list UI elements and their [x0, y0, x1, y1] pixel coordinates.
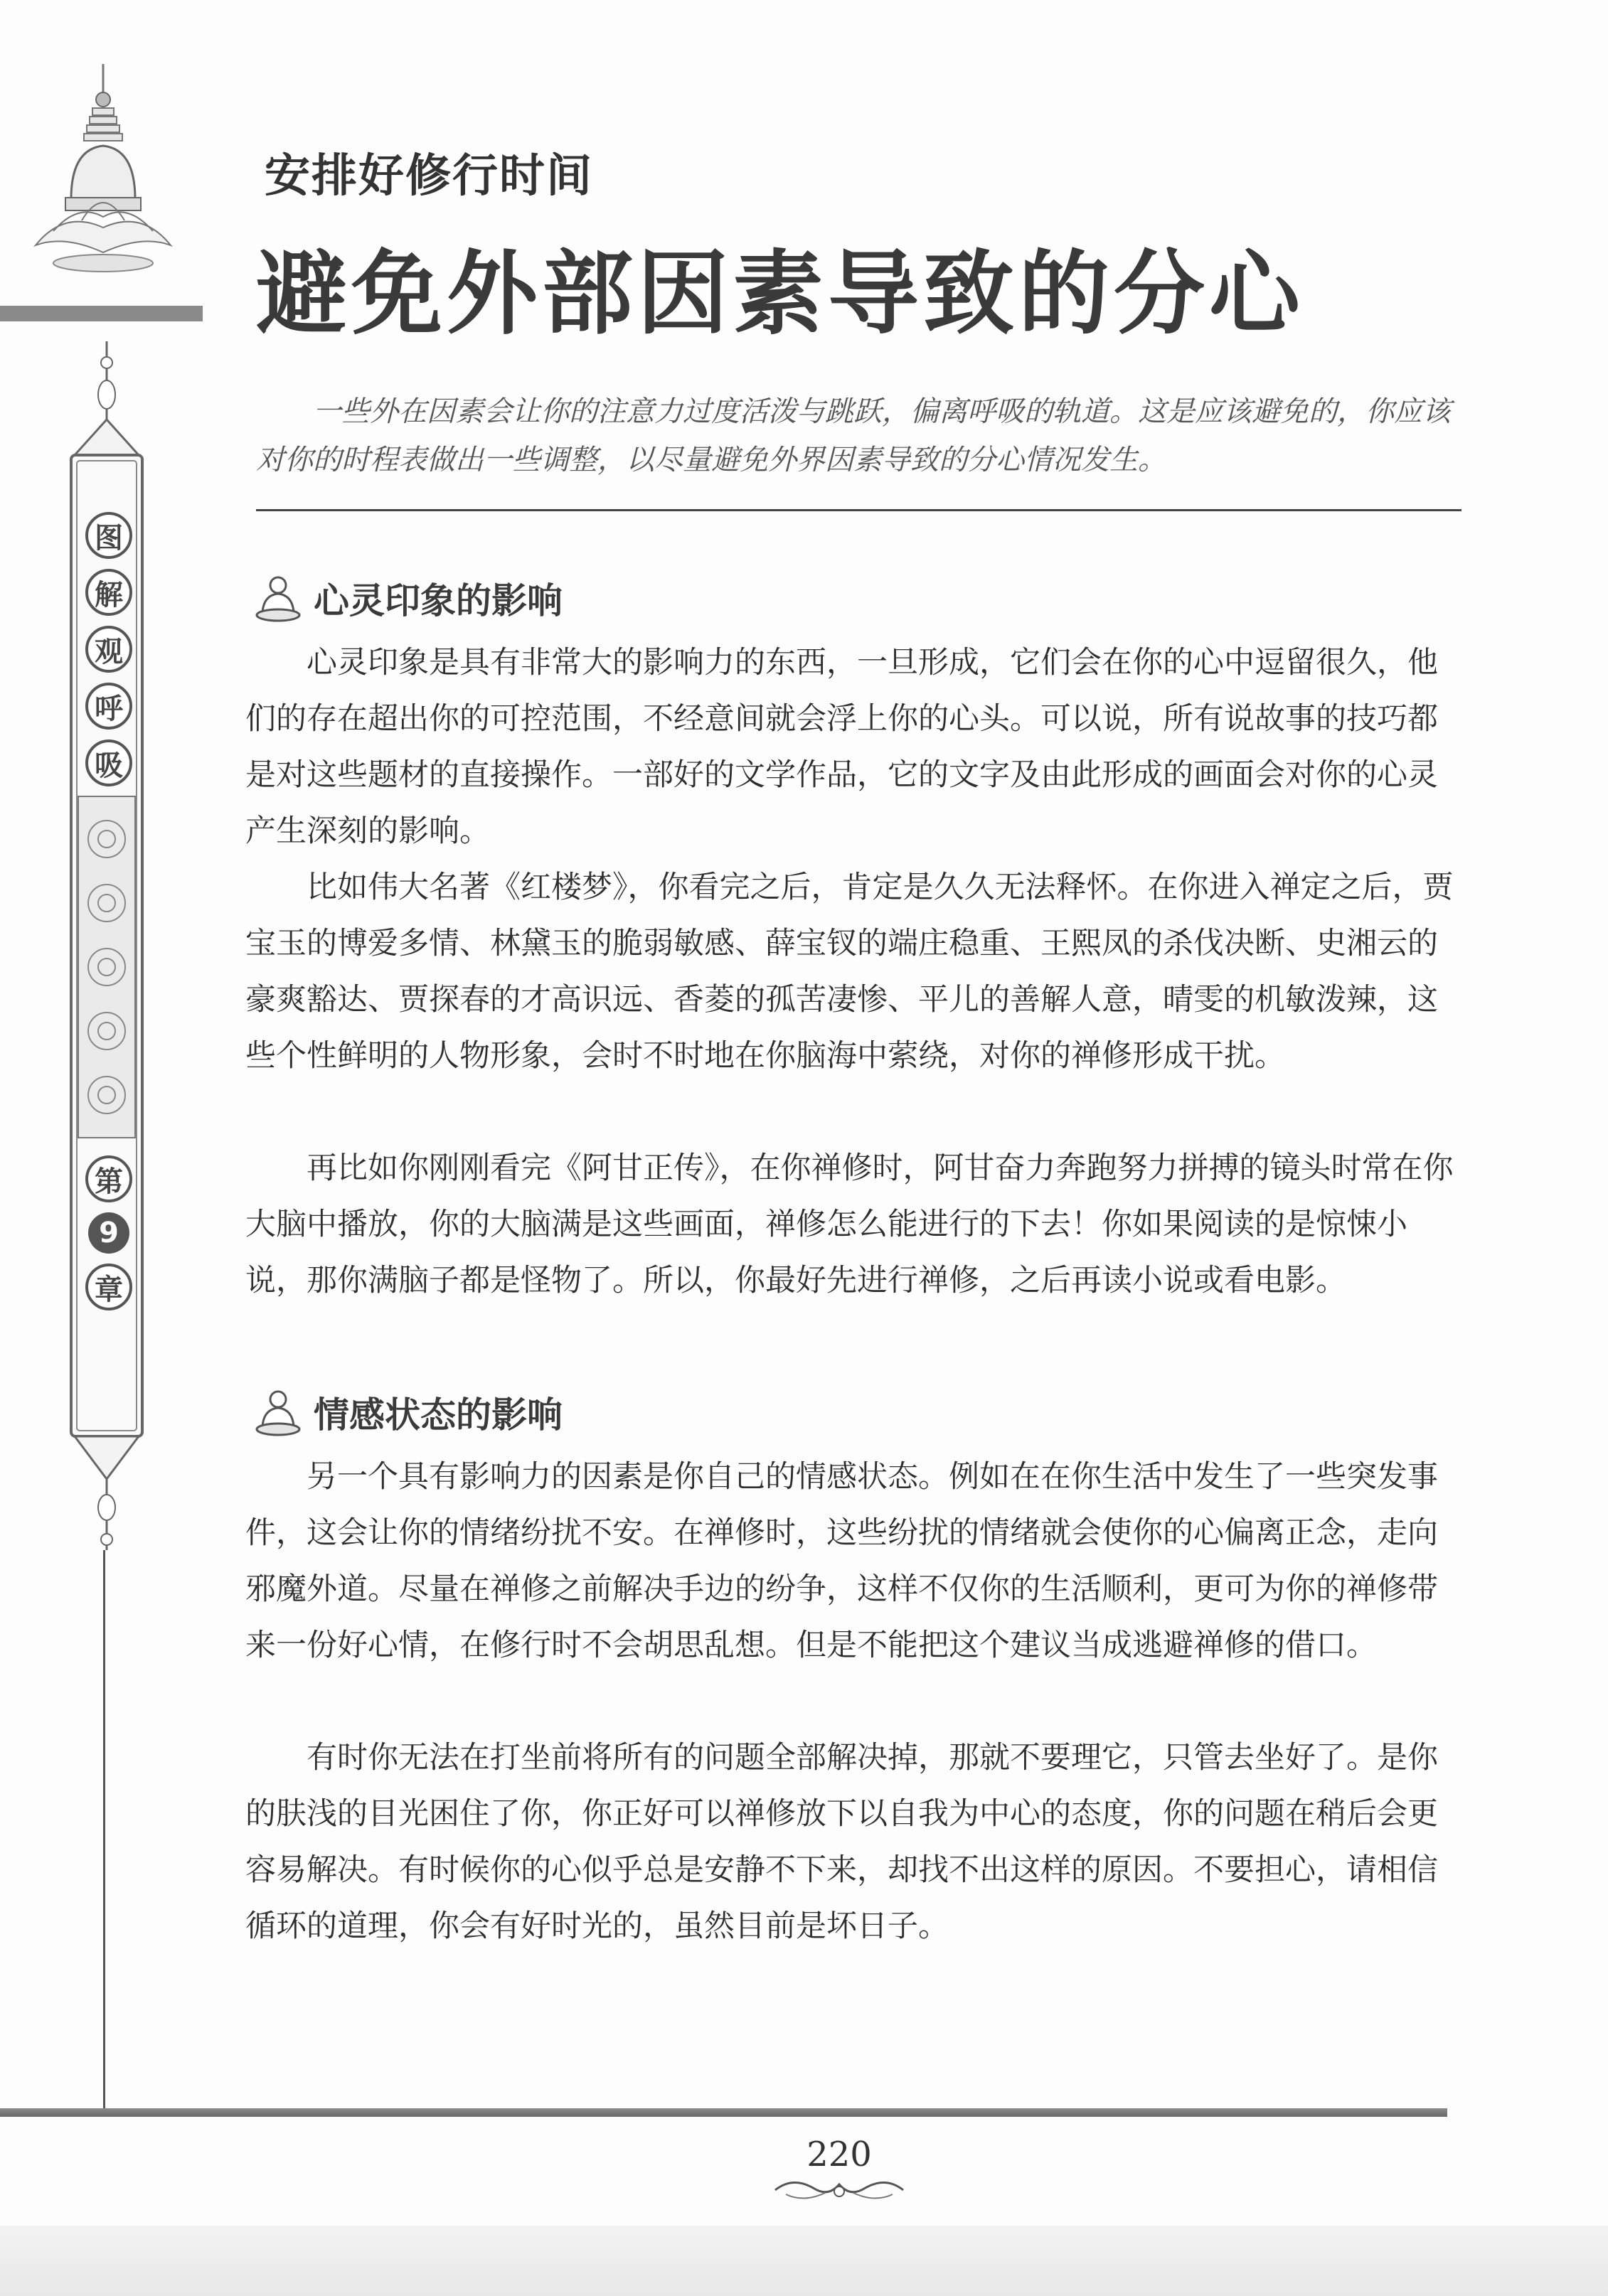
- book-title-char: 解: [85, 569, 132, 616]
- paragraph: 有时你无法在打坐前将所有的问题全部解决掉，那就不要理它，只管去坐好了。是你的肤浅的目光困住了你，你正好可以禅修放下以自我为中心的态度，你的问题在稍后会更容易解决。有时候你的心似乎总是安静不下来，却找不出这样的原因。不要担心，请相信循环的道理，你会有好时光的，虽然目前是坏日子。: [245, 1740, 1438, 1944]
- section-heading: [252, 572, 563, 624]
- book-title-char: 图: [85, 512, 132, 559]
- book-title-char: 呼: [85, 683, 132, 730]
- paragraph: 心灵印象是具有非常大的影响力的东西，一旦形成，它们会在你的心中逗留很久，他们的存在超出你的可控范围，不经意间就会浮上你的心头。可以说，所有说故事的技巧都是对这些题材的直接操作。一部好的文学作品，它的文字及由此形成的画面会对你的心灵产生深刻的影响。: [245, 645, 1438, 849]
- section-heading-text: 心灵印象的影响: [314, 580, 563, 621]
- paragraph: 比如伟大名著《红楼梦》，你看完之后，肯定是久久无法释怀。在你进入禅定之后，贾宝玉的博爱多情、林黛玉的脆弱敏感、薛宝钗的端庄稳重、王熙凤的杀伐决断、史湘云的豪爽豁达、贾探春的才高识远、香菱的孤苦凄惨、平儿的善解人意，晴雯的机敏泼辣，这些个性鲜明的人物形象，会时不时地在你脑海中萦绕，对你的禅修形成干扰。: [245, 870, 1454, 1074]
- book-title-vertical: [84, 512, 134, 786]
- section-heading-text: 情感状态的影响: [314, 1394, 563, 1436]
- book-title-char: 吸: [85, 739, 132, 786]
- side-vertical-line: [103, 1550, 105, 2112]
- book-title-char: 观: [85, 626, 132, 673]
- stupa-lotus-icon: [21, 57, 185, 284]
- buddha-icon: [252, 572, 304, 624]
- section-heading: [252, 1387, 563, 1438]
- buddha-icon: [252, 1387, 304, 1438]
- chapter-prefix: 第: [85, 1155, 132, 1202]
- chapter-marker: [84, 1155, 134, 1310]
- ornament-icon: [772, 2176, 907, 2204]
- bottom-shade: [0, 2226, 1608, 2296]
- paragraph: 另一个具有影响力的因素是你自己的情感状态。例如在在你生活中发生了一些突发事件，这会让你的情绪纷扰不安。在禅修时，这些纷扰的情绪就会使你的心偏离正念，走向邪魔外道。尽量在禅修之前解决手边的纷争，这样不仅你的生活顺利，更可为你的禅修带来一份好心情，在修行时不会胡思乱想。但是不能把这个建议当成逃避禅修的借口。: [245, 1459, 1438, 1663]
- chapter-number: 9: [88, 1212, 129, 1254]
- intro-divider: [256, 509, 1461, 511]
- paragraph: 再比如你刚刚看完《阿甘正传》，在你禅修时，阿甘奋力奔跑努力拼搏的镜头时常在你大脑中播放，你的大脑满是这些画面，禅修怎么能进行的下去！你如果阅读的是惊悚小说，那你满脑子都是怪物了。所以，你最好先进行禅修，之后再读小说或看电影。: [245, 1150, 1454, 1298]
- bottom-rule: [0, 2108, 1447, 2117]
- page-number: 220: [806, 2135, 872, 2174]
- top-left-rule: [0, 306, 203, 321]
- page-subtitle: 安排好修行时间: [265, 150, 593, 203]
- page-title: 避免外部因素导致的分心: [256, 240, 1305, 347]
- intro-text: 一些外在因素会让你的注意力过度活泼与跳跃，偏离呼吸的轨道。这是应该避免的，你应该对你的时程表做出一些调整，以尽量避免外界因素导致的分心情况发生。: [256, 395, 1451, 476]
- chapter-suffix: 章: [85, 1264, 132, 1310]
